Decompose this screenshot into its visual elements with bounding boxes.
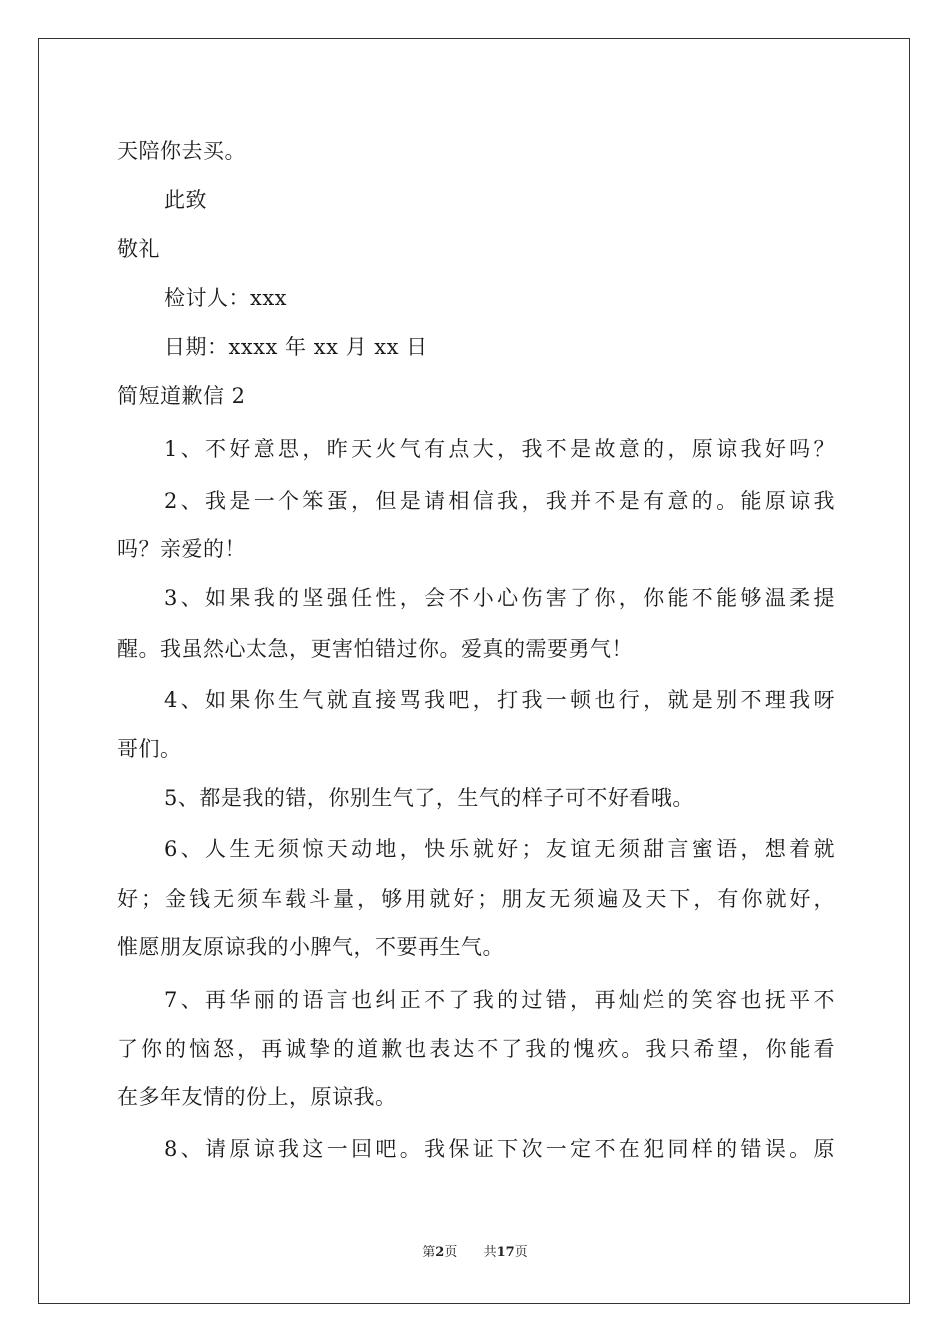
closing-salutation: 敬礼 <box>117 237 160 261</box>
section-heading: 简短道歉信 2 <box>117 384 246 408</box>
page-number-label: 第2页 <box>422 1245 458 1260</box>
text-line: 天陪你去买。 <box>117 139 246 163</box>
total-page-count: 17 <box>496 1245 515 1260</box>
paragraph-line: 2、我是一个笨蛋，但是请相信我，我并不是有意的。能原谅我 <box>164 489 835 513</box>
paragraph-line: 惟愿朋友原谅我的小脾气，不要再生气。 <box>117 935 504 959</box>
paragraph-line: 7、再华丽的语言也纠正不了我的过错，再灿烂的笑容也抚平不 <box>164 988 835 1012</box>
paragraph-line: 8、请原谅我这一回吧。我保证下次一定不在犯同样的错误。原 <box>164 1137 835 1161</box>
page-frame <box>38 38 910 1304</box>
total-pages-label: 共17页 <box>483 1245 528 1260</box>
paragraph-line: 3、如果我的坚强任性，会不小心伤害了你，你能不能够温柔提 <box>164 586 835 610</box>
paragraph-line: 醒。我虽然心太急，更害怕错过你。爱真的需要勇气！ <box>117 637 633 661</box>
signature-date: 日期：xxxx 年 xx 月 xx 日 <box>164 335 428 359</box>
paragraph-line: 6、人生无须惊天动地，快乐就好；友谊无须甜言蜜语，想着就 <box>164 837 835 861</box>
closing-salutation: 此致 <box>164 188 207 212</box>
paragraph-line: 吗？亲爱的！ <box>117 537 246 561</box>
current-page-number: 2 <box>435 1245 445 1260</box>
paragraph-line: 哥们。 <box>117 737 182 761</box>
paragraph-line: 1、不好意思，昨天火气有点大，我不是故意的，原谅我好吗？ <box>164 437 835 461</box>
paragraph-line: 了你的恼怒，再诚挚的道歉也表达不了我的愧疚。我只希望，你能看 <box>117 1037 835 1061</box>
paragraph-line: 在多年友情的份上，原谅我。 <box>117 1085 397 1109</box>
paragraph-line: 好；金钱无须车载斗量，够用就好；朋友无须遍及天下，有你就好， <box>117 887 835 911</box>
paragraph-line: 4、如果你生气就直接骂我吧，打我一顿也行，就是别不理我呀 <box>164 688 835 712</box>
page-footer <box>0 1244 950 1262</box>
paragraph-line: 5、都是我的错，你别生气了，生气的样子可不好看哦。 <box>164 786 694 810</box>
signature-author: 检讨人：xxx <box>164 286 288 310</box>
